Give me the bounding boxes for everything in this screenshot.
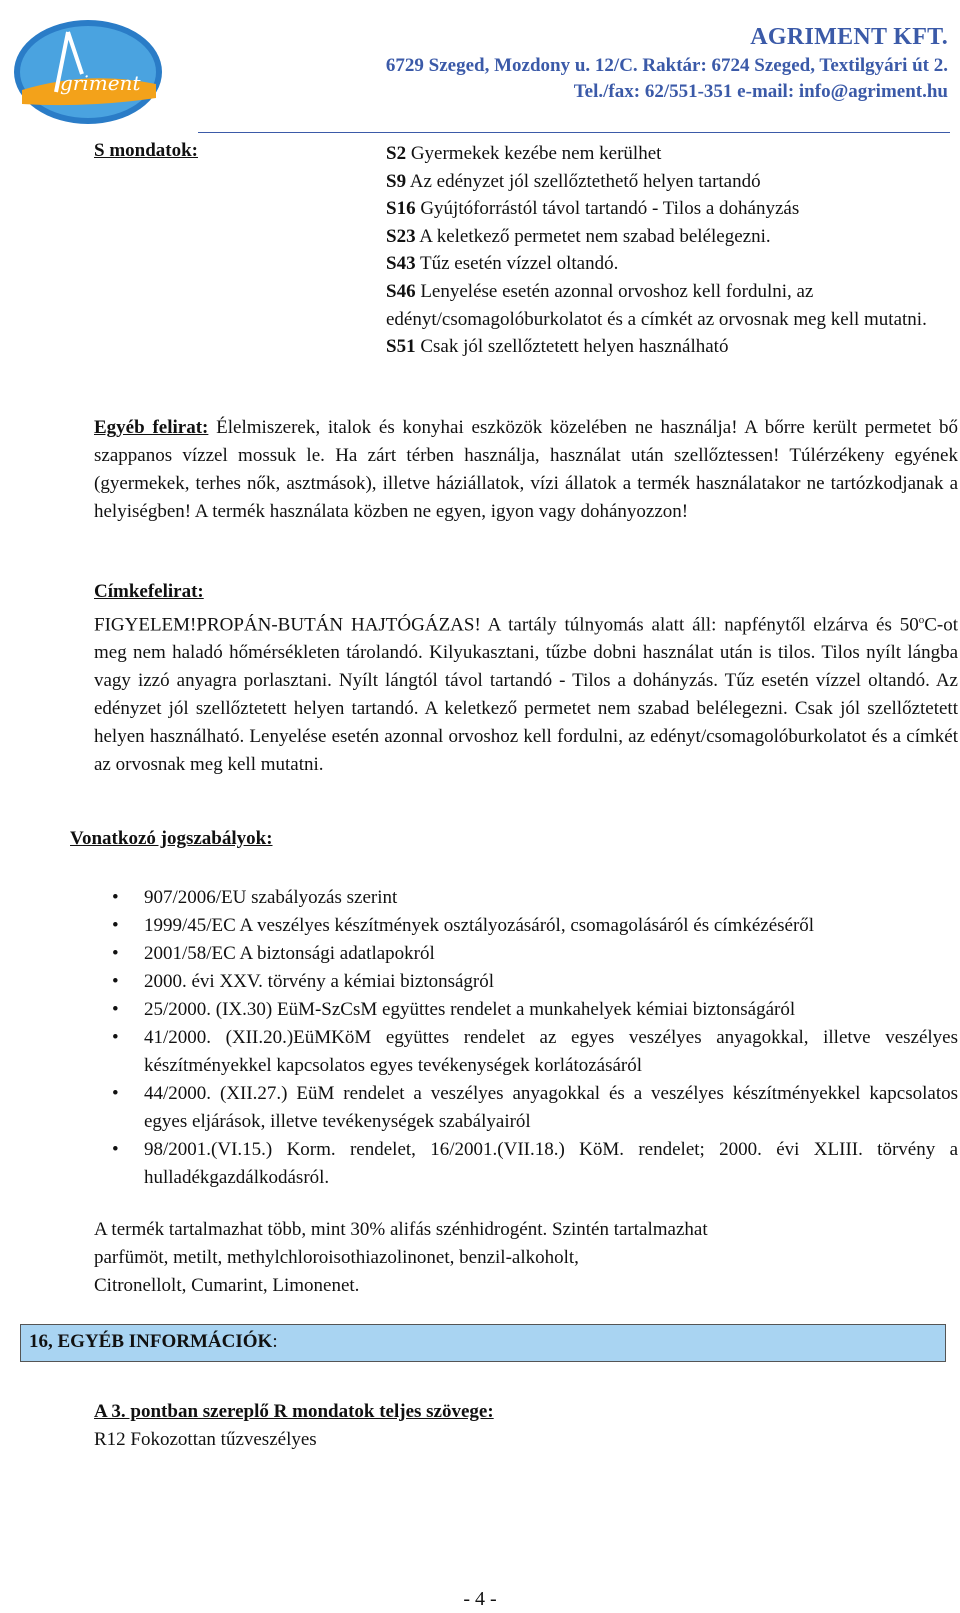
list-item: • 1999/45/EC A veszélyes készítmények osztályozásáról, csomagolásáról és címkézéséről (112, 912, 958, 940)
header-rule (198, 132, 950, 133)
s-sentence: S51 Csak jól szellőztetett helyen használható (386, 336, 729, 358)
s-sentence: S9 Az edényzet jól szellőztethető helyen tartandó (386, 170, 761, 192)
list-item: • 2001/58/EC A biztonsági adatlapokról (112, 940, 958, 968)
list-item: • 25/2000. (IX.30) EüM-SzCsM együttes rendelet a munkahelyek kémiai biztonságáról (112, 996, 958, 1024)
other-label-paragraph (94, 414, 958, 526)
list-item: • 907/2006/EU szabályozás szerint (112, 884, 958, 912)
r-sentences-heading: A 3. pontban szereplő R mondatok teljes szövege: (94, 1401, 494, 1422)
list-item: • 98/2001.(VI.15.) Korm. rendelet, 16/2001.(VII.18.) KöM. rendelet; 2000. évi XLIII. törvény a hulladékgazdálkodásról. (112, 1136, 958, 1192)
company-name: AGRIMENT KFT. (750, 24, 948, 50)
list-item: • 41/2000. (XII.20.)EüMKöM együttes rendelet az egyes veszélyes anyagokkal, illetve veszélyes készítményekkel kapcsolatos egyes tevékenységek korlátozásáról (112, 1024, 958, 1080)
page-number: - 4 - (463, 1588, 497, 1610)
other-label-text: Élelmiszerek, italok és konyhai eszközök közelében ne használja! A bőrre került permetet bő szappanos vízzel mossuk le. Ha zárt térben használja, használat után szellőztessen! Túlérzékeny egyének (gyermekek, terhes nők, asztmások), illetve háziállatok, vízi állatok a termék használatakor ne tartózkodjanak a helyiségben! A termék használata közben ne egyen, igyon vagy dohányozzon! (94, 417, 959, 522)
other-label-heading: Egyéb felirat: (94, 417, 209, 438)
product-composition: A termék tartalmazhat több, mint 30% alifás szénhidrogént. Szintén tartalmazhat parfümöt, metilt, methylchloroisothiazolinonet, benzil-alkoholt, Citronellolt, Cumarint, Limonenet. (94, 1219, 708, 1296)
list-item: • 44/2000. (XII.27.) EüM rendelet a veszélyes anyagokkal és a veszélyes készítményekkel kapcsolatos egyes eljárások, illetve tevékenységek szabályairól (112, 1080, 958, 1136)
label-text-paragraph: FIGYELEM!PROPÁN-BUTÁN HAJTÓGÁZAS! A tartály túlnyomás alatt áll: napfénytől elzárva és 50$^o$C-ot meg nem haladó hőmérsékleten tárolandó. Kilyukasztani, tűzbe dobni használat után is tilos. Tilos nyílt lángba vagy izzó anyagra porlasztani. Nyílt lángtól távol tartandó - Tilos a dohányzás. Tűz esetén vízzel oltandó. Az edényzet jól szellőztetett helyen tartandó. A keletkező permetet nem szabad belélegezni. Csak jól szellőztetett helyen használható. Lenyelése esetén azonnal orvoshoz kell fordulni, az edényt/csomagolóburkolatot és a címkét az orvosnak meg kell mutatni. (94, 614, 958, 776)
r12-text: R12 Fokozottan tűzveszélyes (94, 1429, 317, 1450)
label-text-heading: Címkefelirat: (94, 581, 204, 602)
company-header (386, 24, 948, 103)
s-sentence: S46 Lenyelése esetén azonnal orvoshoz kell fordulni, az edényt/csomagolóburkolatot és a címkét az orvosnak meg kell mutatni. (386, 280, 927, 330)
agriment-logo (8, 12, 168, 127)
regulations-list (112, 884, 958, 1192)
list-item: • 2000. évi XXV. törvény a kémiai biztonságról (112, 968, 958, 996)
s-sentence: S2 Gyermekek kezébe nem kerülhet (386, 143, 662, 164)
company-address: 6729 Szeged, Mozdony u. 12/C. Raktár: 6724 Szeged, Textilgyári út 2. (385, 55, 948, 76)
s-sentence: S23 A keletkező permetet nem szabad belélegezni. (386, 225, 771, 247)
section-16-heading: 16, EGYÉB INFORMÁCIÓK: (20, 1324, 946, 1362)
s-sentences-label: S mondatok: (94, 140, 198, 161)
company-contact: Tel./fax: 62/551-351 e-mail: info@agriment.hu (573, 81, 948, 102)
s-sentence: S16 Gyújtóforrástól távol tartandó - Tilos a dohányzás (386, 198, 800, 220)
svg-text:griment: griment (60, 71, 141, 95)
s-sentences-list (386, 140, 956, 361)
regulations-heading: Vonatkozó jogszabályok: (70, 828, 273, 849)
s-sentence: S43 Tűz esetén vízzel oltandó. (386, 253, 619, 275)
